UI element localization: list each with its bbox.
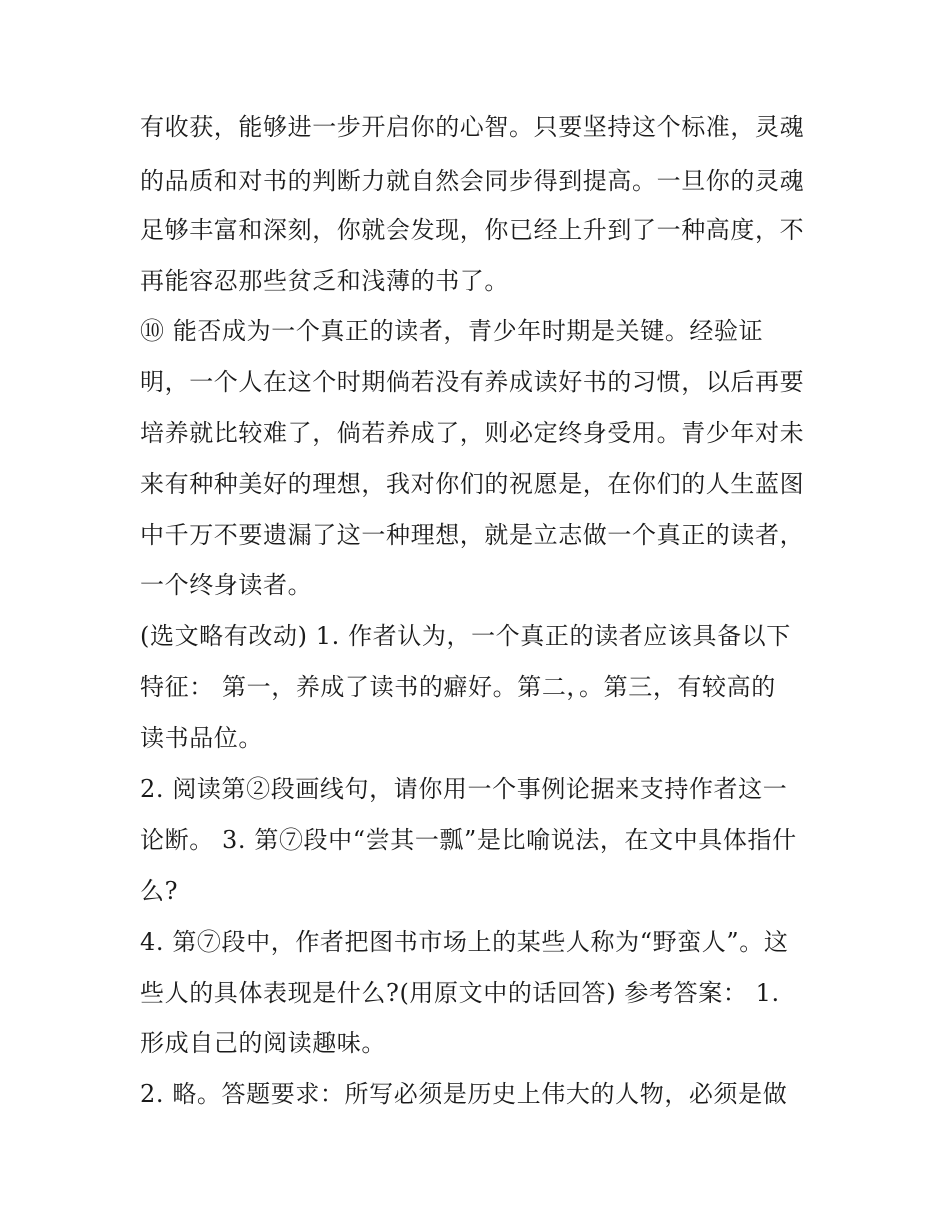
text-line: 2. 阅读第②段画线句，请你用一个事例论据来支持作者这一 — [140, 775, 788, 803]
text-line: 中千万不要遗漏了这一种理想，就是立志做一个真正的读者， — [140, 521, 805, 549]
text-line: 培养就比较难了，倘若养成了，则必定终身受用。青少年对未 — [140, 419, 805, 447]
text-line: 2. 略。答题要求：所写必须是历史上伟大的人物，必须是做 — [140, 1080, 788, 1108]
text-line: 4. 第⑦段中，作者把图书市场上的某些人称为“野蛮人”。这 — [140, 928, 789, 956]
text-line: 么? — [140, 877, 179, 905]
text-line: 特征： 第一，养成了读书的癖好。第二，。第三，有较高的 — [140, 673, 776, 701]
text-line: 的品质和对书的判断力就自然会同步得到提高。一旦你的灵魂 — [140, 167, 805, 195]
text-line: ⑩ 能否成为一个真正的读者，青少年时期是关键。经验证 — [140, 317, 764, 345]
text-line: 有收获，能够进一步开启你的心智。只要坚持这个标准，灵魂 — [140, 113, 805, 141]
text-line: 读书品位。 — [140, 724, 263, 752]
text-line: (选文略有改动) 1. 作者认为，一个真正的读者应该具备以下 — [140, 622, 791, 650]
text-line: 来有种种美好的理想，我对你们的祝愿是，在你们的人生蓝图 — [140, 470, 805, 498]
text-line: 足够丰富和深刻，你就会发现，你已经上升到了一种高度，不 — [140, 216, 805, 244]
text-line: 一个终身读者。 — [140, 571, 313, 599]
text-line: 些人的具体表现是什么?(用原文中的话回答) 参考答案： 1. — [140, 979, 780, 1007]
text-line: 明，一个人在这个时期倘若没有养成读好书的习惯，以后再要 — [140, 368, 805, 396]
text-line: 论断。 3. 第⑦段中“尝其一瓢”是比喻说法，在文中具体指什 — [140, 826, 797, 854]
text-line: 再能容忍那些贫乏和浅薄的书了。 — [140, 267, 509, 295]
text-line: 形成自己的阅读趣味。 — [140, 1029, 386, 1057]
